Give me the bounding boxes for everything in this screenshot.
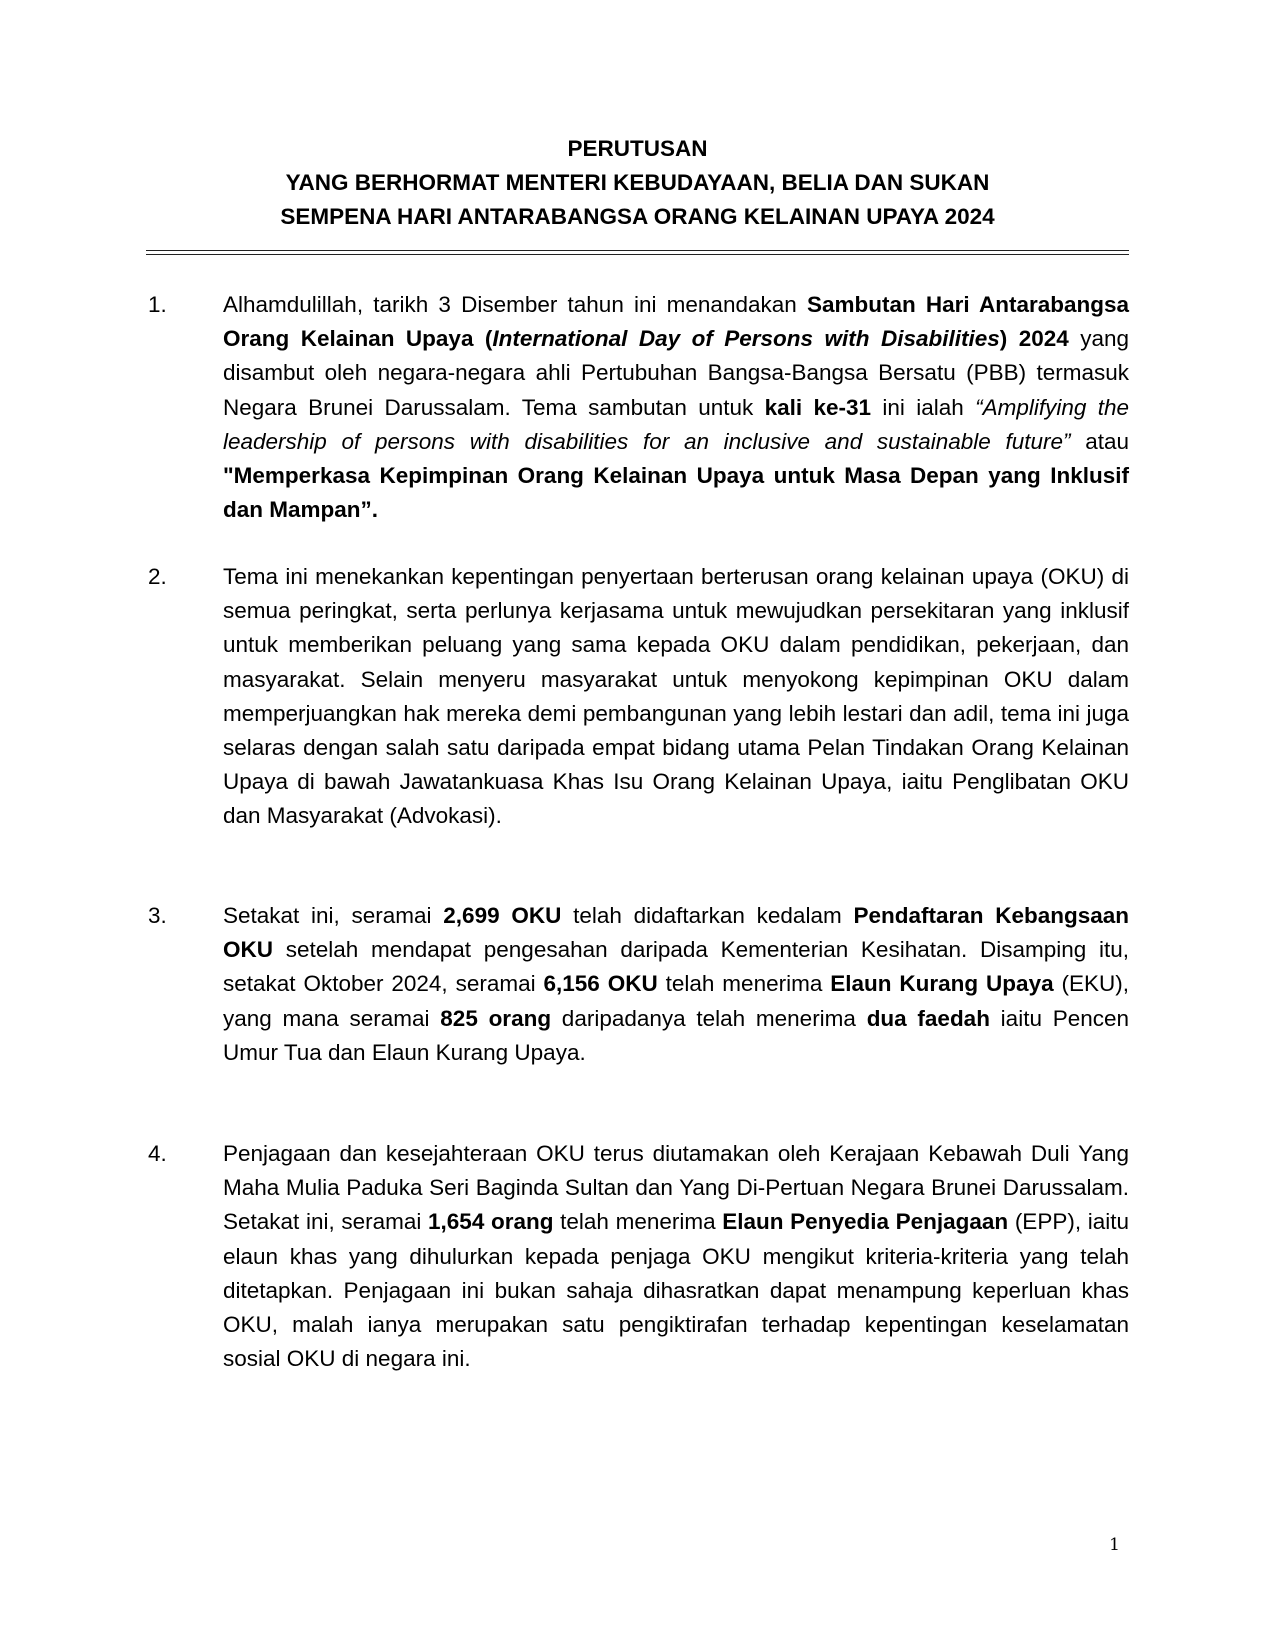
paragraph-4	[148, 1137, 1129, 1376]
header-double-rule	[146, 250, 1129, 255]
paragraph-text	[223, 288, 1129, 527]
paragraph-number: 4.	[148, 1141, 167, 1166]
text-run: Pendaftaran Kebangsaan OKU	[223, 903, 1130, 963]
paragraph-1	[148, 288, 1129, 527]
paragraph-number: 3.	[148, 903, 167, 928]
paragraph-number: 2.	[148, 564, 167, 589]
text-run: ) 2024	[999, 326, 1069, 352]
paragraph-3	[148, 899, 1129, 1070]
text-run: yang disambut oleh negara-negara ahli Pertubuhan Bangsa-Bangsa Bersatu (PBB) termasuk Negara Brunei Darussalam. Tema sambutan untuk	[223, 326, 1129, 420]
page-number: 1	[1109, 1535, 1120, 1555]
text-run: dua faedah	[866, 1005, 990, 1031]
header-subtitle-minister: YANG BERHORMAT MENTERI KEBUDAYAAN, BELIA DAN SUKAN	[285, 170, 990, 195]
text-run: ini ialah	[871, 394, 976, 420]
text-run: Penjagaan dan kesejahteraan OKU terus diutamakan oleh Kerajaan Kebawah Duli Yang Maha Mulia Paduka Seri Baginda Sultan dan Yang Di-Pertuan Negara Brunei Darussalam. Setakat ini, seramai	[223, 1141, 1129, 1235]
text-run: (EKU), yang mana seramai	[223, 971, 1129, 1031]
header-title: PERUTUSAN	[567, 136, 708, 161]
text-run: Elaun Penyedia Penjagaan	[722, 1209, 1009, 1235]
text-run: atau	[1070, 428, 1129, 454]
text-run: 2,699 OKU	[443, 903, 562, 928]
text-run: 6,156 OKU	[543, 971, 658, 997]
text-run: setelah mendapat pengesahan daripada Kementerian Kesihatan. Disamping itu, setakat Oktober 2024, seramai	[223, 937, 1129, 997]
paragraph-number: 1.	[148, 292, 167, 317]
text-run: kali ke-31	[764, 394, 872, 420]
text-run: International Day of Persons with Disabilities	[492, 326, 1000, 352]
text-run: telah menerima	[657, 971, 831, 997]
text-run: 825 orang	[440, 1005, 552, 1031]
paragraph-text	[223, 899, 1129, 1070]
paragraph-2	[148, 560, 1129, 834]
text-run: Alhamdulillah, tarikh 3 Disember tahun ini menandakan	[223, 292, 807, 317]
header-subtitle-occasion: SEMPENA HARI ANTARABANGSA ORANG KELAINAN UPAYA 2024	[280, 204, 995, 229]
text-run: Tema ini menekankan kepentingan penyertaan berterusan orang kelainan upaya (OKU) di semua peringkat, serta perlunya kerjasama untuk mewujudkan persekitaran yang inklusif untuk memberikan peluang yang sama kepada OKU dalam pendidikan, pekerjaan, dan masyarakat. Selain menyeru masyarakat untuk menyokong kepimpinan OKU dalam memperjuangkan hak mereka demi pembangunan yang lebih lestari dan adil, tema ini juga selaras dengan salah satu daripada empat bidang utama Pelan Tindakan Orang Kelainan Upaya di bawah Jawatankuasa Khas Isu Orang Kelainan Upaya, iaitu Penglibatan OKU dan Masyarakat (Advokasi).	[223, 564, 1129, 829]
document-header	[145, 132, 1130, 234]
text-run: iaitu Pencen Umur Tua dan Elaun Kurang Upaya.	[223, 1005, 1130, 1065]
text-run: telah didaftarkan kedalam	[561, 903, 854, 928]
text-run: 1,654 orang	[428, 1209, 554, 1235]
text-run: daripadanya telah menerima	[551, 1005, 867, 1031]
paragraph-text	[223, 560, 1129, 834]
text-run: Elaun Kurang Upaya	[830, 971, 1054, 997]
text-run: Setakat ini, seramai	[223, 903, 444, 928]
text-run: "Memperkasa Kepimpinan Orang Kelainan Upaya untuk Masa Depan yang Inklusif dan Mampan”.	[223, 463, 1129, 523]
text-run: (EPP), iaitu elaun khas yang dihulurkan kepada penjaga OKU mengikut kriteria-kriteria yang telah ditetapkan. Penjagaan ini bukan sahaja dihasratkan dapat menampung keperluan khas OKU, malah ianya merupakan satu pengiktirafan terhadap kepentingan keselamatan sosial OKU di negara ini.	[223, 1209, 1130, 1372]
text-run: Sambutan Hari Antarabangsa Orang Kelainan Upaya (	[223, 292, 1129, 352]
text-run: telah menerima	[553, 1209, 723, 1235]
text-run: “Amplifying the leadership of persons with disabilities for an inclusive and sustainable future”	[223, 394, 1129, 454]
paragraph-text	[223, 1137, 1129, 1376]
